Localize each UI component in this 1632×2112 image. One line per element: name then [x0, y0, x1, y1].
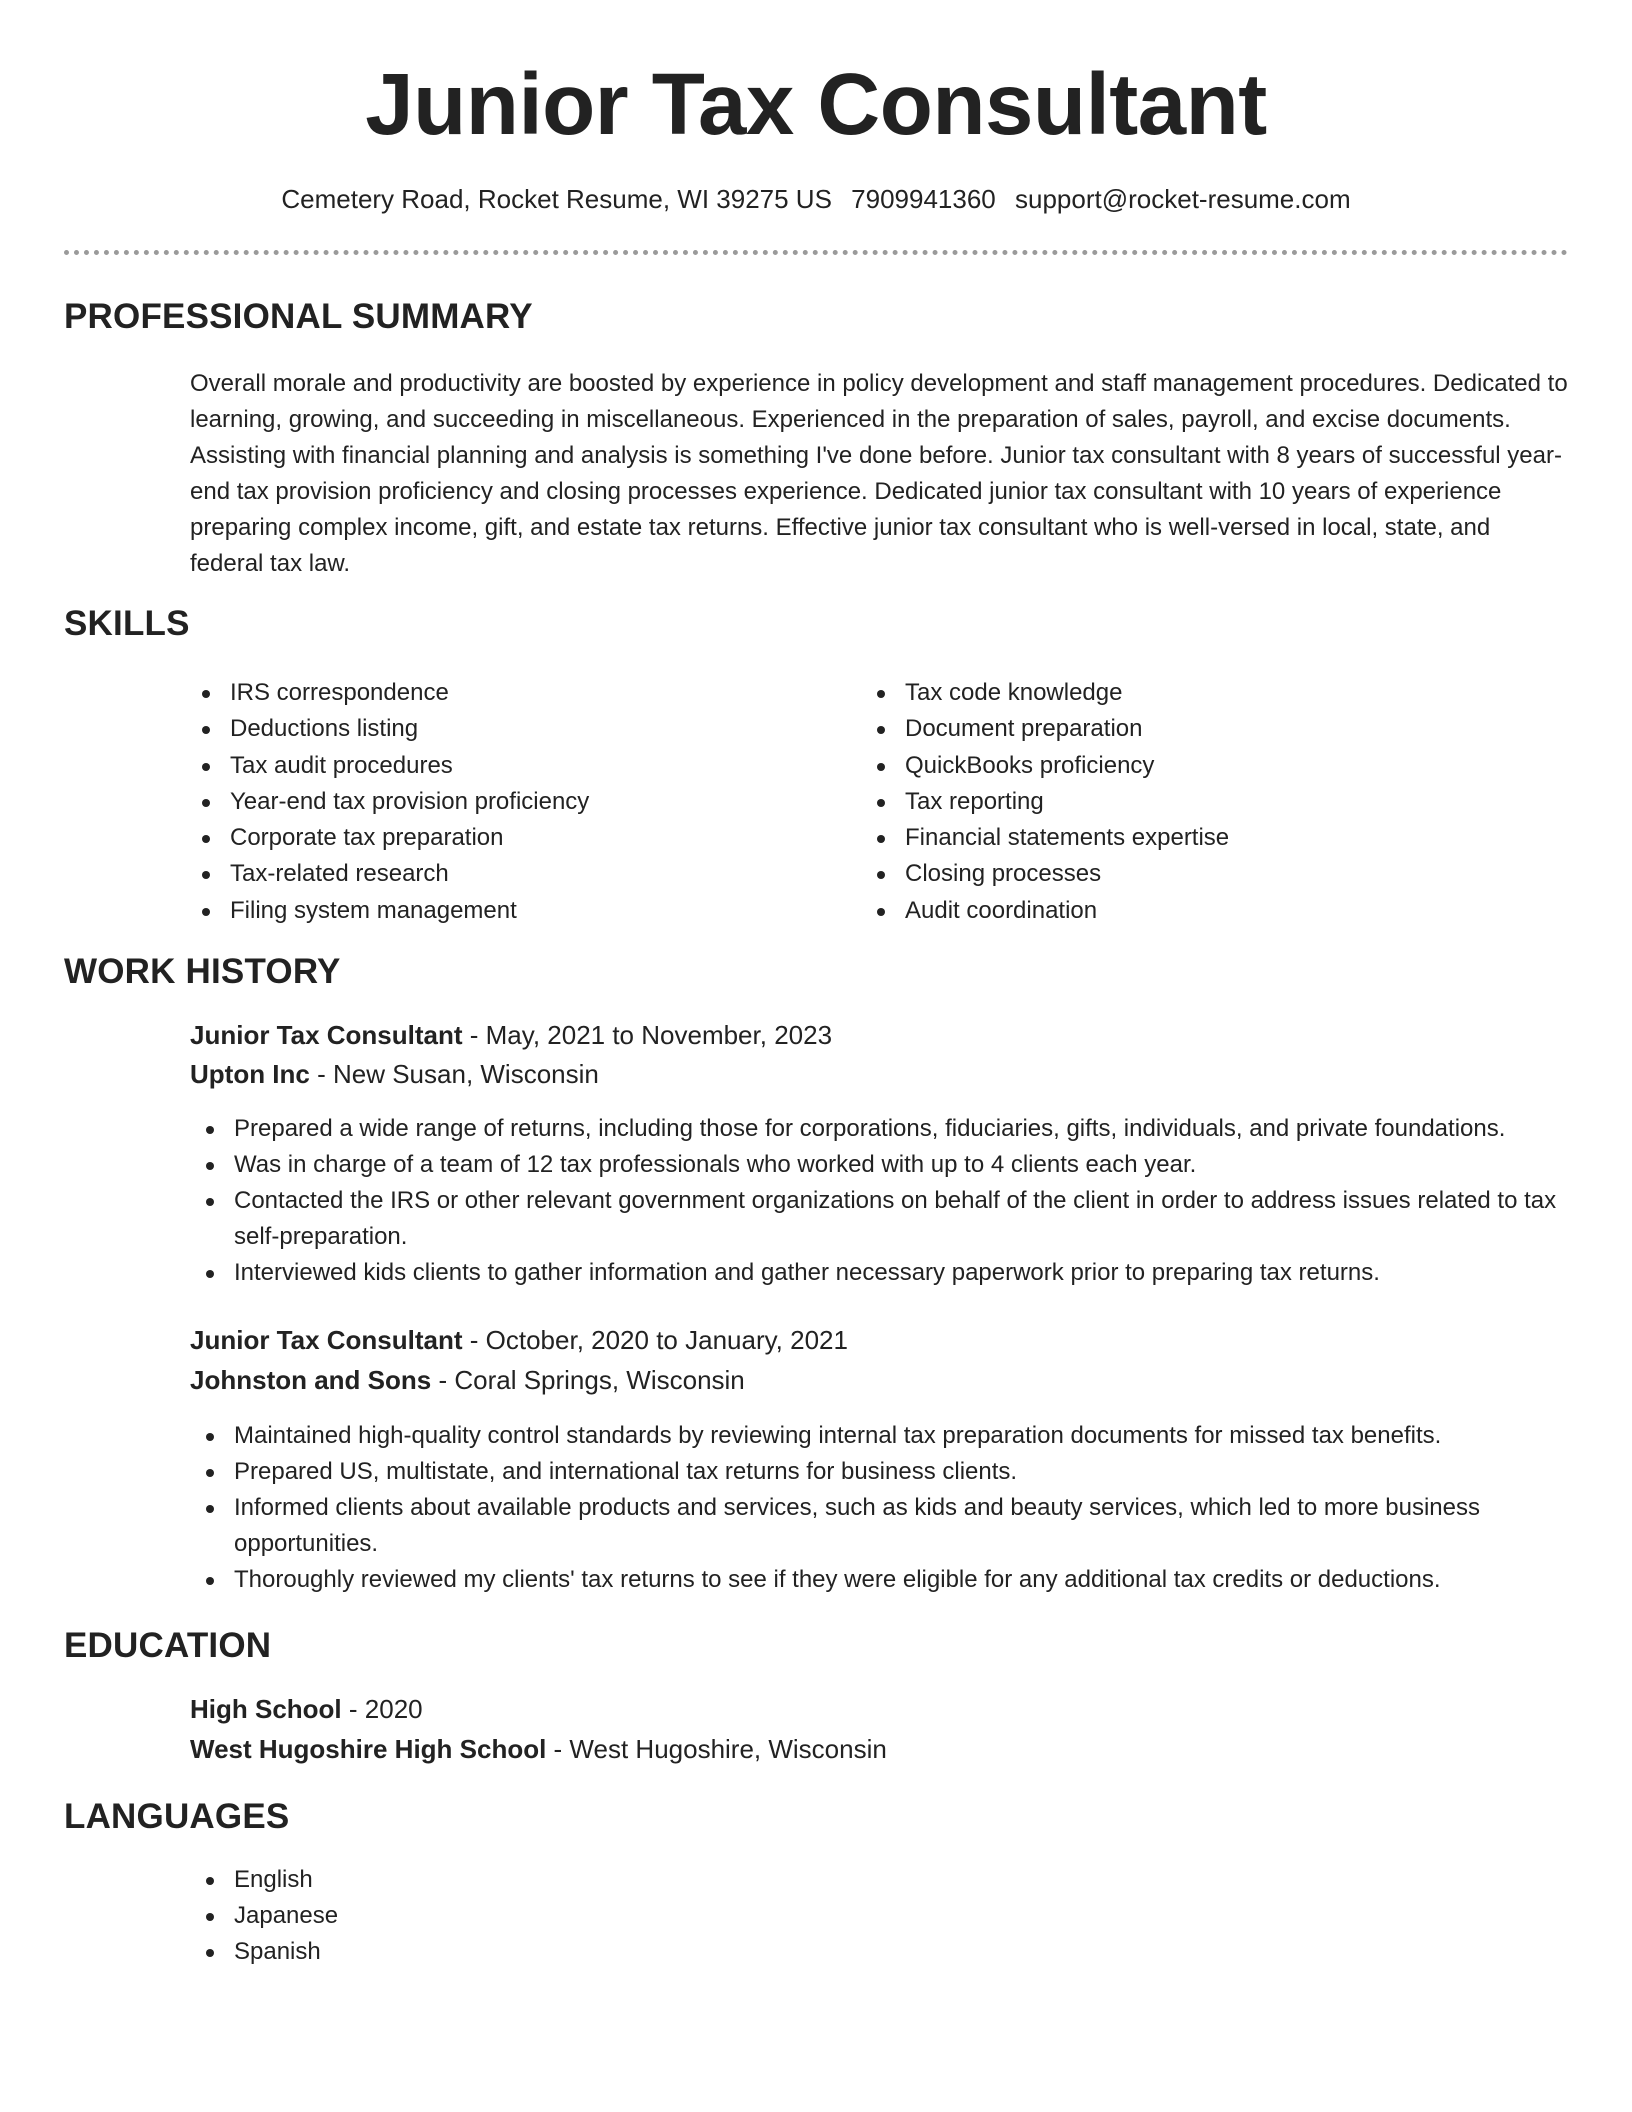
section-title-languages: LANGUAGES — [64, 1797, 290, 1836]
contact-email: support@rocket-resume.com — [1015, 184, 1351, 214]
section-title-work-history: WORK HISTORY — [64, 952, 341, 991]
job-company: Johnston and Sons — [190, 1365, 432, 1395]
education-degree: High School — [190, 1694, 342, 1724]
skill-item: Tax-related research — [186, 856, 826, 892]
skills-list-right — [861, 675, 1561, 929]
job-bullet: Contacted the IRS or other relevant government organizations on behalf of the client in order to address issues related to tax self-preparation. — [190, 1183, 1570, 1255]
job-role: Junior Tax Consultant — [190, 1325, 463, 1355]
job-company: Upton Inc — [190, 1059, 310, 1089]
language-item: Japanese — [190, 1898, 1570, 1934]
header-divider — [64, 250, 1568, 255]
education-school-line — [190, 1730, 887, 1768]
skill-item: Year-end tax provision proficiency — [186, 784, 826, 820]
education-location: - West Hugoshire, Wisconsin — [546, 1734, 887, 1764]
skill-item: Closing processes — [861, 856, 1561, 892]
job-title-line — [190, 1016, 832, 1054]
skill-item: QuickBooks proficiency — [861, 748, 1561, 784]
job-role: Junior Tax Consultant — [190, 1020, 463, 1050]
job-dates: - October, 2020 to January, 2021 — [462, 1325, 848, 1355]
summary-text: Overall morale and productivity are boosted by experience in policy development and staff management procedures. Dedicated to learning, growing, and succeeding in miscellaneous. Experienced in the preparation of sales, payroll, and excise documents. Assisting with financial planning and analysis is something I've done before. Junior tax consultant with 8 years of successful year-end tax provision proficiency and closing processes experience. Dedicated junior tax consultant with 10 years of experience preparing complex income, gift, and estate tax returns. Effective junior tax consultant who is well-versed in local, state, and federal tax law. — [190, 370, 1568, 577]
skill-item: Tax reporting — [861, 784, 1561, 820]
job-bullets — [190, 1111, 1570, 1291]
skill-item: Audit coordination — [861, 893, 1561, 929]
job-company-line — [190, 1055, 599, 1093]
section-title-education: EDUCATION — [64, 1626, 272, 1665]
job-dates: - May, 2021 to November, 2023 — [462, 1020, 833, 1050]
skill-item: Document preparation — [861, 711, 1561, 747]
job-bullet: Thoroughly reviewed my clients' tax returns to see if they were eligible for any additional tax credits or deductions. — [190, 1562, 1570, 1598]
contact-address: Cemetery Road, Rocket Resume, WI 39275 US — [281, 184, 832, 214]
language-item: Spanish — [190, 1934, 1570, 1970]
skill-item: Deductions listing — [186, 711, 826, 747]
education-degree-line — [190, 1690, 423, 1728]
job-location: - Coral Springs, Wisconsin — [431, 1365, 745, 1395]
contact-phone: 7909941360 — [851, 184, 996, 214]
section-title-skills: SKILLS — [64, 604, 190, 643]
job-company-line — [190, 1361, 745, 1399]
job-bullet: Prepared a wide range of returns, including those for corporations, fiduciaries, gifts, individuals, and private foundations. — [190, 1111, 1570, 1147]
job-bullet: Informed clients about available products and services, such as kids and beauty services, which led to more business opportunities. — [190, 1490, 1570, 1562]
language-item: English — [190, 1862, 1570, 1898]
job-bullet: Interviewed kids clients to gather information and gather necessary paperwork prior to preparing tax returns. — [190, 1255, 1570, 1291]
education-year: - 2020 — [341, 1694, 423, 1724]
skill-item: Tax code knowledge — [861, 675, 1561, 711]
job-bullet: Prepared US, multistate, and international tax returns for business clients. — [190, 1454, 1570, 1490]
job-location: - New Susan, Wisconsin — [309, 1059, 599, 1089]
languages-list — [190, 1862, 1570, 1970]
skills-list-left — [186, 675, 826, 929]
resume-name: Junior Tax Consultant — [365, 56, 1267, 153]
contact-info — [0, 181, 1632, 217]
skill-item: Corporate tax preparation — [186, 820, 826, 856]
section-title-summary: PROFESSIONAL SUMMARY — [64, 297, 533, 336]
job-bullet: Was in charge of a team of 12 tax professionals who worked with up to 4 clients each year. — [190, 1147, 1570, 1183]
job-bullets — [190, 1418, 1570, 1598]
education-school: West Hugoshire High School — [190, 1734, 547, 1764]
job-bullet: Maintained high-quality control standards by reviewing internal tax preparation documents for missed tax benefits. — [190, 1418, 1570, 1454]
skill-item: IRS correspondence — [186, 675, 826, 711]
skill-item: Financial statements expertise — [861, 820, 1561, 856]
skill-item: Filing system management — [186, 893, 826, 929]
job-title-line — [190, 1321, 848, 1359]
skill-item: Tax audit procedures — [186, 748, 826, 784]
